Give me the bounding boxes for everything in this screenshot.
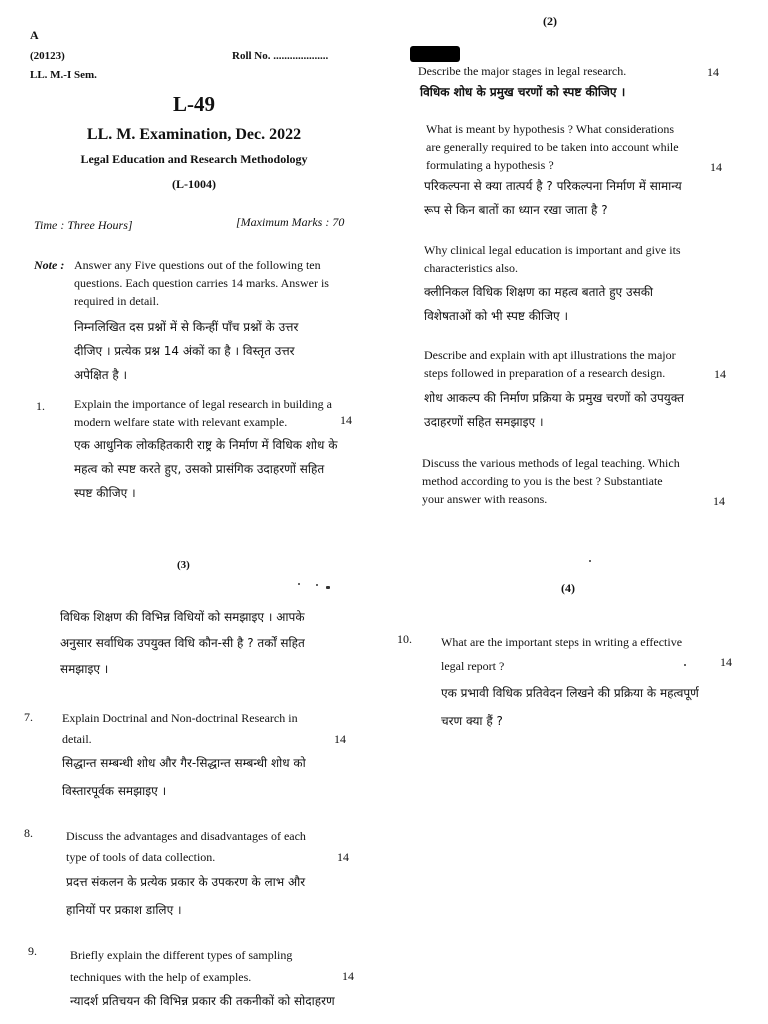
- note-line: अपेक्षित है ।: [74, 368, 128, 382]
- question-2-hindi: [420, 80, 720, 104]
- subject-title: Legal Education and Research Methodology: [80, 152, 308, 166]
- scan-speck: [326, 586, 330, 589]
- question-marks: 14: [340, 413, 352, 427]
- question-5-hindi: [424, 386, 729, 434]
- note-line: निम्नलिखित दस प्रश्नों में से किन्हीं पाँच प्रश्नों के उत्तर: [74, 320, 299, 334]
- question-2-english: [418, 62, 718, 80]
- question-line: विशेषताओं को भी स्पष्ट कीजिए ।: [424, 309, 569, 323]
- question-line: विस्तारपूर्वक समझाइए ।: [62, 784, 167, 798]
- instructions-hindi: [74, 315, 374, 387]
- question-line: Discuss the various methods of legal teaching. Which: [422, 456, 680, 470]
- question-line: modern welfare state with relevant example.: [74, 415, 288, 429]
- question-line: Describe and explain with apt illustrations the major: [424, 348, 676, 362]
- scan-speck: [316, 584, 318, 586]
- page-number: (3): [177, 559, 190, 571]
- question-marks: 14: [714, 367, 726, 381]
- time-allowed: Time : Three Hours]: [34, 218, 133, 232]
- page-number: (2): [543, 14, 557, 28]
- redaction-mark: [410, 46, 460, 62]
- course-name: LL. M.-I Sem.: [30, 69, 97, 81]
- question-line: प्रदत्त संकलन के प्रत्येक प्रकार के उपकरण के लाभ और: [66, 875, 306, 889]
- question-6-english: [422, 454, 732, 508]
- question-line: शोध आकल्प की निर्माण प्रक्रिया के प्रमुख चरणों को उपयुक्त: [424, 391, 684, 405]
- question-5-english: [424, 346, 729, 382]
- note-line: questions. Each question carries 14 marks. Answer is: [74, 276, 329, 290]
- question-line: type of tools of data collection.: [66, 850, 216, 864]
- note-line: Answer any Five questions out of the following ten: [74, 258, 321, 272]
- page-number: (4): [561, 581, 575, 595]
- note-label: Note :: [34, 258, 65, 272]
- roll-number-label: Roll No. ....................: [232, 50, 329, 62]
- question-number: 8.: [24, 826, 33, 840]
- question-line: विधिक शोध के प्रमुख चरणों को स्पष्ट कीजिए ।: [420, 85, 626, 99]
- question-line: चरण क्या हैं ?: [441, 714, 503, 728]
- question-line: Discuss the advantages and disadvantages of each: [66, 829, 306, 843]
- instructions-english: [74, 256, 374, 310]
- question-marks: 14: [342, 969, 354, 983]
- question-4-hindi: [424, 280, 729, 328]
- question-marks: 14: [337, 850, 349, 864]
- question-line: एक प्रभावी विधिक प्रतिवेदन लिखने की प्रक्रिया के महत्वपूर्ण: [441, 686, 699, 700]
- question-line: महत्व को स्पष्ट करते हुए, उसको प्रासंगिक उदाहरणों सहित: [74, 462, 325, 476]
- question-line: formulating a hypothesis ?: [426, 158, 554, 172]
- note-line: दीजिए । प्रत्येक प्रश्न 14 अंकों का है । विस्तृत उत्तर: [74, 344, 295, 358]
- subject-code: (L-1004): [172, 177, 216, 191]
- question-line: detail.: [62, 732, 92, 746]
- question-line: method according to you is the best ? Substantiate: [422, 474, 663, 488]
- question-marks: 14: [713, 494, 725, 508]
- question-line: उदाहरणों सहित समझाइए ।: [424, 415, 544, 429]
- corner-letter: A: [30, 28, 39, 42]
- question-7-hindi: [62, 749, 362, 805]
- question-marks: 14: [707, 65, 719, 79]
- maximum-marks: [Maximum Marks : 70: [236, 215, 345, 229]
- question-number: 10.: [397, 632, 412, 646]
- question-line: What is meant by hypothesis ? What considerations: [426, 122, 675, 136]
- question-9-hindi: [70, 988, 370, 1014]
- question-marks: 14: [720, 655, 732, 669]
- question-line: legal report ?: [441, 659, 505, 673]
- question-line: your answer with reasons.: [422, 492, 548, 506]
- question-line: एक आधुनिक लोकहितकारी राष्ट्र के निर्माण में विधिक शोध के: [74, 438, 338, 452]
- question-line: characteristics also.: [424, 261, 518, 275]
- question-number: 7.: [24, 710, 33, 724]
- question-line: steps followed in preparation of a research design.: [424, 366, 666, 380]
- question-line: Briefly explain the different types of sampling: [70, 948, 293, 962]
- question-line: Explain the importance of legal research in building a: [74, 397, 332, 411]
- question-line: techniques with the help of examples.: [70, 970, 252, 984]
- question-3-english: [426, 120, 726, 174]
- question-1-english: [74, 395, 374, 431]
- question-8-english: [66, 826, 366, 868]
- scan-speck: [589, 560, 591, 562]
- question-line: हानियों पर प्रकाश डालिए ।: [66, 903, 182, 917]
- exam-title: LL. M. Examination, Dec. 2022: [86, 126, 302, 143]
- exam-code: (20123): [30, 50, 65, 62]
- question-6-hindi-continued: [60, 604, 370, 682]
- question-number: 9.: [28, 944, 37, 958]
- question-line: रूप से किन बातों का ध्यान रखा जाता है ?: [424, 203, 608, 217]
- question-line: स्पष्ट कीजिए ।: [74, 486, 136, 500]
- question-line: समझाइए ।: [60, 662, 109, 676]
- question-line: What are the important steps in writing a effective: [441, 635, 683, 649]
- question-line: परिकल्पना से क्या तात्पर्य है ? परिकल्पना निर्माण में सामान्य: [424, 179, 682, 193]
- question-3-hindi: [424, 174, 729, 222]
- note-line: required in detail.: [74, 294, 159, 308]
- question-line: सिद्धान्त सम्बन्धी शोध और गैर-सिद्धान्त सम्बन्धी शोध को: [62, 756, 306, 770]
- scan-speck: [298, 583, 300, 585]
- question-marks: 14: [710, 160, 722, 174]
- question-line: Explain Doctrinal and Non-doctrinal Research in: [62, 711, 298, 725]
- question-line: विधिक शिक्षण की विभिन्न विधियों को समझाइए । आपके: [60, 610, 305, 624]
- question-9-english: [70, 944, 365, 988]
- question-8-hindi: [66, 868, 366, 924]
- question-line: Describe the major stages in legal research.: [418, 64, 627, 78]
- question-7-english: [62, 708, 362, 750]
- question-line: क्लीनिकल विधिक शिक्षण का महत्व बताते हुए उसकी: [424, 285, 654, 299]
- question-1-hindi: [74, 433, 374, 505]
- question-10-english: [441, 630, 741, 678]
- question-marks: 14: [334, 732, 346, 746]
- question-line: are generally required to be taken into account while: [426, 140, 679, 154]
- question-4-english: [424, 241, 729, 277]
- paper-code: L-49: [173, 92, 215, 116]
- scan-speck: [684, 664, 686, 666]
- question-10-hindi: [441, 679, 751, 735]
- question-line: Why clinical legal education is important and give its: [424, 243, 681, 257]
- question-line: न्यादर्श प्रतिचयन की विभिन्न प्रकार की तकनीकों को सोदाहरण: [70, 994, 335, 1008]
- question-number: 1.: [36, 399, 45, 413]
- question-line: अनुसार सर्वाधिक उपयुक्त विधि कौन-सी है ? तर्कों सहित: [60, 636, 305, 650]
